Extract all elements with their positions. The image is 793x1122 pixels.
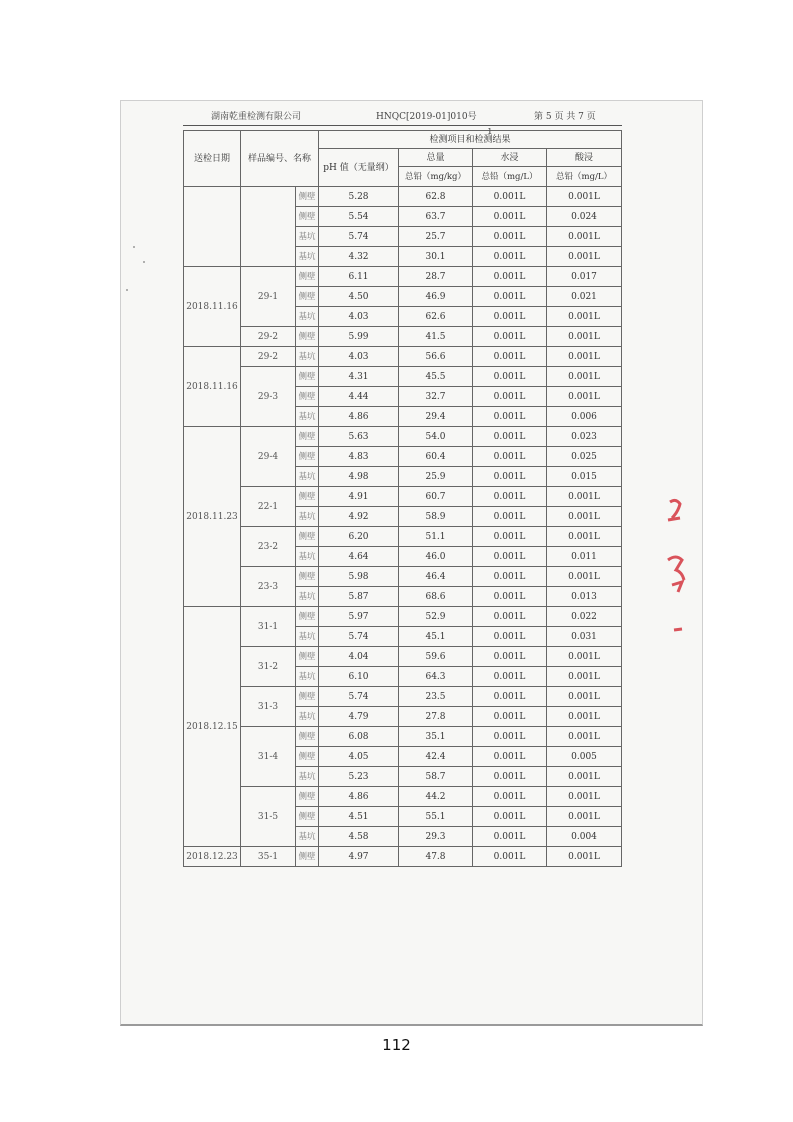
total-lead-cell: 63.7 [399,207,473,227]
ph-cell: 4.58 [319,827,399,847]
acid-leach-cell: 0.006 [547,407,622,427]
ph-cell: 4.97 [319,847,399,867]
water-leach-cell: 0.001L [473,407,547,427]
location-cell: 侧壁 [296,207,319,227]
location-cell: 侧壁 [296,787,319,807]
total-lead-cell: 60.4 [399,447,473,467]
location-cell: 侧壁 [296,747,319,767]
date-cell: 2018.12.23 [184,847,241,867]
company-name: 湖南乾重检测有限公司 [211,112,302,122]
ph-cell: 4.03 [319,347,399,367]
water-leach-cell: 0.001L [473,307,547,327]
acid-leach-cell: 0.001L [547,487,622,507]
table-row [184,727,622,747]
table-row [184,687,622,707]
acid-leach-cell: 0.001L [547,707,622,727]
table-row [184,367,622,387]
location-cell: 基坑 [296,627,319,647]
water-leach-cell: 0.001L [473,467,547,487]
ph-cell: 4.79 [319,707,399,727]
sample-cell: 31-4 [241,727,296,787]
water-leach-cell: 0.001L [473,687,547,707]
total-lead-cell: 30.1 [399,247,473,267]
header-water: 水浸 [473,149,547,167]
acid-leach-cell: 0.001L [547,387,622,407]
header-acid: 酸浸 [547,149,622,167]
location-cell: 基坑 [296,547,319,567]
ph-cell: 5.28 [319,187,399,207]
ph-cell: 5.99 [319,327,399,347]
total-lead-cell: 68.6 [399,587,473,607]
header-ph: pH 值（无量纲） [319,149,399,187]
header-total: 总量 [399,149,473,167]
water-leach-cell: 0.001L [473,367,547,387]
acid-leach-cell: 0.001L [547,567,622,587]
location-cell: 基坑 [296,227,319,247]
ph-cell: 4.83 [319,447,399,467]
sample-cell: 31-5 [241,787,296,847]
location-cell: 侧壁 [296,727,319,747]
acid-leach-cell: 0.001L [547,767,622,787]
table-row [184,787,622,807]
total-lead-cell: 64.3 [399,667,473,687]
water-leach-cell: 0.001L [473,787,547,807]
acid-leach-cell: 0.001L [547,247,622,267]
table-row [184,267,622,287]
water-leach-cell: 0.001L [473,187,547,207]
water-leach-cell: 0.001L [473,447,547,467]
acid-leach-cell: 0.001L [547,807,622,827]
total-lead-cell: 46.0 [399,547,473,567]
scan-speck [133,246,135,248]
acid-leach-cell: 0.001L [547,847,622,867]
location-cell: 基坑 [296,247,319,267]
total-lead-cell: 25.9 [399,467,473,487]
results-table [183,130,622,867]
water-leach-cell: 0.001L [473,327,547,347]
ph-cell: 4.98 [319,467,399,487]
total-lead-cell: 28.7 [399,267,473,287]
ph-cell: 4.92 [319,507,399,527]
water-leach-cell: 0.001L [473,847,547,867]
sample-cell: 23-3 [241,567,296,607]
acid-leach-cell: 0.001L [547,307,622,327]
location-cell: 基坑 [296,507,319,527]
total-lead-cell: 25.7 [399,227,473,247]
total-lead-cell: 45.1 [399,627,473,647]
water-leach-cell: 0.001L [473,707,547,727]
acid-leach-cell: 0.001L [547,367,622,387]
ph-cell: 4.86 [319,787,399,807]
total-lead-cell: 46.9 [399,287,473,307]
water-leach-cell: 0.001L [473,527,547,547]
ph-cell: 4.31 [319,367,399,387]
total-lead-cell: 41.5 [399,327,473,347]
date-cell: 2018.11.16 [184,347,241,427]
ph-cell: 6.10 [319,667,399,687]
total-lead-cell: 60.7 [399,487,473,507]
location-cell: 侧壁 [296,807,319,827]
water-leach-cell: 0.001L [473,607,547,627]
ph-cell: 4.03 [319,307,399,327]
total-lead-cell: 55.1 [399,807,473,827]
header-total-unit: 总铅（mg/kg） [399,167,473,187]
acid-leach-cell: 0.004 [547,827,622,847]
total-lead-cell: 59.6 [399,647,473,667]
total-lead-cell: 58.9 [399,507,473,527]
location-cell: 侧壁 [296,487,319,507]
location-cell: 基坑 [296,827,319,847]
acid-leach-cell: 0.015 [547,467,622,487]
water-leach-cell: 0.001L [473,827,547,847]
acid-leach-cell: 0.011 [547,547,622,567]
sample-cell: 22-1 [241,487,296,527]
report-number: HNQC[2019-01]010号 [376,112,477,122]
location-cell: 侧壁 [296,607,319,627]
acid-leach-cell: 0.031 [547,627,622,647]
location-cell: 侧壁 [296,287,319,307]
ph-cell: 5.97 [319,607,399,627]
water-leach-cell: 0.001L [473,287,547,307]
ph-cell: 6.11 [319,267,399,287]
table-row [184,527,622,547]
header-row-1 [184,131,622,149]
ph-cell: 5.23 [319,767,399,787]
water-leach-cell: 0.001L [473,247,547,267]
table-row [184,347,622,367]
sample-cell: 29-2 [241,347,296,367]
sample-cell: 29-4 [241,427,296,487]
total-lead-cell: 58.7 [399,767,473,787]
water-leach-cell: 0.001L [473,627,547,647]
location-cell: 侧壁 [296,387,319,407]
acid-leach-cell: 0.025 [547,447,622,467]
pen-mark-icon: ı [488,124,492,137]
total-lead-cell: 52.9 [399,607,473,627]
table-row [184,487,622,507]
total-lead-cell: 47.8 [399,847,473,867]
ph-cell: 5.74 [319,687,399,707]
total-lead-cell: 62.6 [399,307,473,327]
ph-cell: 5.74 [319,227,399,247]
header-date: 送检日期 [184,131,241,187]
water-leach-cell: 0.001L [473,747,547,767]
location-cell: 侧壁 [296,647,319,667]
location-cell: 侧壁 [296,687,319,707]
location-cell: 侧壁 [296,847,319,867]
acid-leach-cell: 0.001L [547,347,622,367]
sample-cell: 31-2 [241,647,296,687]
acid-leach-cell: 0.001L [547,727,622,747]
total-lead-cell: 23.5 [399,687,473,707]
total-lead-cell: 35.1 [399,727,473,747]
ph-cell: 5.63 [319,427,399,447]
ph-cell: 4.91 [319,487,399,507]
sample-cell [241,187,296,267]
red-seal-stamp-icon [662,490,692,640]
sample-cell: 31-3 [241,687,296,727]
page-info: 第 5 页 共 7 页 [534,112,596,122]
ph-cell: 5.98 [319,567,399,587]
water-leach-cell: 0.001L [473,807,547,827]
header-acid-unit: 总铅（mg/L） [547,167,622,187]
ph-cell: 4.04 [319,647,399,667]
water-leach-cell: 0.001L [473,427,547,447]
water-leach-cell: 0.001L [473,207,547,227]
acid-leach-cell: 0.023 [547,427,622,447]
ph-cell: 4.05 [319,747,399,767]
location-cell: 基坑 [296,307,319,327]
scan-speck [126,289,128,291]
date-cell [184,187,241,267]
scan-speck [143,261,145,263]
water-leach-cell: 0.001L [473,667,547,687]
acid-leach-cell: 0.001L [547,647,622,667]
total-lead-cell: 51.1 [399,527,473,547]
water-leach-cell: 0.001L [473,727,547,747]
acid-leach-cell: 0.013 [547,587,622,607]
location-cell: 侧壁 [296,267,319,287]
ph-cell: 5.87 [319,587,399,607]
acid-leach-cell: 0.001L [547,507,622,527]
water-leach-cell: 0.001L [473,767,547,787]
acid-leach-cell: 0.001L [547,327,622,347]
acid-leach-cell: 0.001L [547,667,622,687]
total-lead-cell: 29.4 [399,407,473,427]
date-cell: 2018.11.23 [184,427,241,607]
total-lead-cell: 54.0 [399,427,473,447]
ph-cell: 4.32 [319,247,399,267]
location-cell: 基坑 [296,707,319,727]
location-cell: 基坑 [296,587,319,607]
water-leach-cell: 0.001L [473,227,547,247]
date-cell: 2018.12.15 [184,607,241,847]
water-leach-cell: 0.001L [473,387,547,407]
location-cell: 基坑 [296,347,319,367]
acid-leach-cell: 0.001L [547,527,622,547]
sample-cell: 29-3 [241,367,296,427]
location-cell: 基坑 [296,407,319,427]
location-cell: 侧壁 [296,327,319,347]
water-leach-cell: 0.001L [473,567,547,587]
sample-cell: 29-1 [241,267,296,327]
header-sample: 样品编号、名称 [241,131,319,187]
location-cell: 侧壁 [296,447,319,467]
table-row [184,567,622,587]
water-leach-cell: 0.001L [473,647,547,667]
acid-leach-cell: 0.005 [547,747,622,767]
ph-cell: 4.50 [319,287,399,307]
table-row [184,847,622,867]
location-cell: 侧壁 [296,187,319,207]
total-lead-cell: 62.8 [399,187,473,207]
water-leach-cell: 0.001L [473,267,547,287]
total-lead-cell: 56.6 [399,347,473,367]
table-row [184,327,622,347]
total-lead-cell: 46.4 [399,567,473,587]
location-cell: 基坑 [296,667,319,687]
table-row [184,187,622,207]
page-number: 112 [382,1036,411,1054]
location-cell: 侧壁 [296,427,319,447]
water-leach-cell: 0.001L [473,507,547,527]
ph-cell: 6.20 [319,527,399,547]
location-cell: 侧壁 [296,367,319,387]
total-lead-cell: 42.4 [399,747,473,767]
table-row [184,607,622,627]
total-lead-cell: 45.5 [399,367,473,387]
ph-cell: 4.44 [319,387,399,407]
location-cell: 侧壁 [296,567,319,587]
total-lead-cell: 29.3 [399,827,473,847]
acid-leach-cell: 0.022 [547,607,622,627]
header-test-group: 检测项目和检测结果 [319,131,622,149]
ph-cell: 5.74 [319,627,399,647]
water-leach-cell: 0.001L [473,487,547,507]
header-water-unit: 总铅（mg/L） [473,167,547,187]
acid-leach-cell: 0.017 [547,267,622,287]
date-cell: 2018.11.16 [184,267,241,347]
total-lead-cell: 44.2 [399,787,473,807]
acid-leach-cell: 0.021 [547,287,622,307]
acid-leach-cell: 0.001L [547,187,622,207]
total-lead-cell: 27.8 [399,707,473,727]
sample-cell: 31-1 [241,607,296,647]
ph-cell: 4.51 [319,807,399,827]
table-row [184,427,622,447]
location-cell: 侧壁 [296,527,319,547]
table-row [184,647,622,667]
acid-leach-cell: 0.001L [547,227,622,247]
acid-leach-cell: 0.001L [547,687,622,707]
location-cell: 基坑 [296,767,319,787]
total-lead-cell: 32.7 [399,387,473,407]
water-leach-cell: 0.001L [473,587,547,607]
acid-leach-cell: 0.001L [547,787,622,807]
sample-cell: 23-2 [241,527,296,567]
sample-cell: 29-2 [241,327,296,347]
water-leach-cell: 0.001L [473,347,547,367]
ph-cell: 5.54 [319,207,399,227]
ph-cell: 6.08 [319,727,399,747]
scanned-page [120,100,703,1026]
acid-leach-cell: 0.024 [547,207,622,227]
header-rule [183,125,622,126]
ph-cell: 4.64 [319,547,399,567]
water-leach-cell: 0.001L [473,547,547,567]
ph-cell: 4.86 [319,407,399,427]
location-cell: 基坑 [296,467,319,487]
sample-cell: 35-1 [241,847,296,867]
